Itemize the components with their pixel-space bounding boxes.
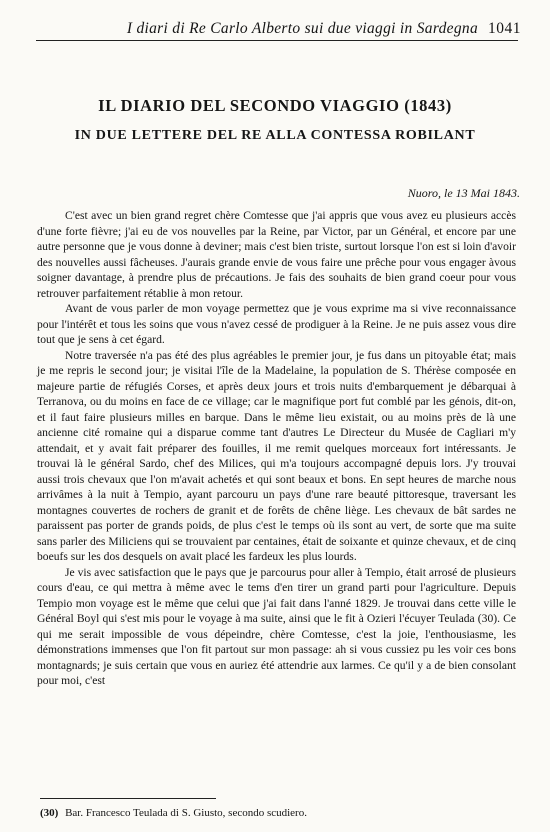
footnote (40, 806, 510, 820)
chapter-subtitle: IN DUE LETTERE DEL RE ALLA CONTESSA ROBILANT (74, 128, 476, 143)
page-number: 1041 (488, 20, 521, 37)
footnote-text: Bar. Francesco Teulada di S. Giusto, secondo scudiero. (65, 807, 307, 819)
running-head-title: I diari di Re Carlo Alberto sui due viaggi in Sardegna (126, 20, 478, 37)
footnote-marker: (30) (40, 807, 59, 819)
paragraph-4: Je vis avec satisfaction que le pays que je parcourus pour aller à Tempio, était arrosé de plusieurs cours d'eau, ce qui mettra à même avec le tems d'en tirer un grand parti pour l'agriculture. Depuis Tempio mon voyage est le même que celui que j'ai fait dans l'anné 1829. Je trouvai dans cette ville le Général Boyl qui s'est mis pour le voyage à ma suite, ainsi que le fit à Ozieri l'écuyer Teulada (30). Ce qui me serait impossible de vous dépeindre, chère Comtesse, c'est la joie, l'enthousiasme, les démonstrations immenses que l'on fit partout sur mon passage: ah si vous cussiez pu les voir ces bons montagnards; je suis certain que vous en auriez été attendrie aux larmes. Ce qu'il y a de bien consolant pour moi, c'est (37, 565, 516, 687)
chapter-title: IL DIARIO DEL SECONDO VIAGGIO (1843) (98, 96, 452, 115)
letter-body (37, 208, 516, 689)
paragraph-2: Avant de vous parler de mon voyage permettez que je vous exprime ma si vive reconnaissance pour l'intérêt et tous les soins que vous n'avez cessé de prodiguer à la Reine. Je ne puis assez vous dire tout que je sens à cet égard. (37, 302, 516, 346)
paragraph-3: Notre traversée n'a pas été des plus agréables le premier jour, je fus dans un pitoyable état; mais je me repris le second jour; je visitai l'île de la Madelaine, la population de S. Thérèse composée en majeure partie de réfugiés Corses, et après deux jours et trois nuits d'embarquement je débarquai à Terranova, ou du moins en face de ce village; car le magnifique port fut comblé par les génois, dit-on, et il faut faire plusieurs milles en barque. Dans le même lieu existait, ou au moins près de là une ancienne cité romaine qui a disparue comme tant d'autres Le Directeur du Musée de Cagliari m'y attendait, et y avait fait préparer des fouilles, il me remit quelques morceaux fort intéressants. Je trouvai là le général Sardo, chef des Milices, qui m'a toujours accompagné depuis lors. J'y trouvai aussi trois chevaux que l'on m'avait achetés et qui sont beaux et bons. En sept heures de marche nous arrivâmes à la nuit à Tempio, ayant parcouru un pays d'une rare beauté pittoresque, traversant les montagnes couvertes de rochers de granit et de forêts de chêne liège. Les chevaux de bât sardes ne paraissent pas porter de grands poids, de plus c'est le temps où ils sont au vert, de sorte que ma suite sans parler des Miliciens qui se trouvaient par centaines, était de soixante et quinze chevaux, et de cinq boeufs sur les dos desquels on avait placé les fardeux les plus lourds. (37, 348, 516, 563)
letter-dateline: Nuoro, le 13 Mai 1843. (407, 186, 520, 200)
running-head (0, 0, 550, 44)
paragraph-1: C'est avec un bien grand regret chère Comtesse que j'ai appris que vous avez eu plusieurs accès d'une forte fièvre; j'ai eu de vos nouvelles par la Reine, par Victor, par un Général, et encore par une autre personne que je vous donne à deviner; mais c'est bien triste, surtout lorsque l'on est si loin d'avoir des nouvelles aussi fâcheuses. J'aurais grande envie de vous faire une prêche pour vous engager àvous soigner davantage, à prendre plus de précautions. Je fais des souhaits de bien grand coeur pour vous retrouver parfaitement rétablie à mon retour. (37, 209, 516, 300)
footnote-rule (40, 798, 216, 799)
header-rule (36, 40, 518, 41)
